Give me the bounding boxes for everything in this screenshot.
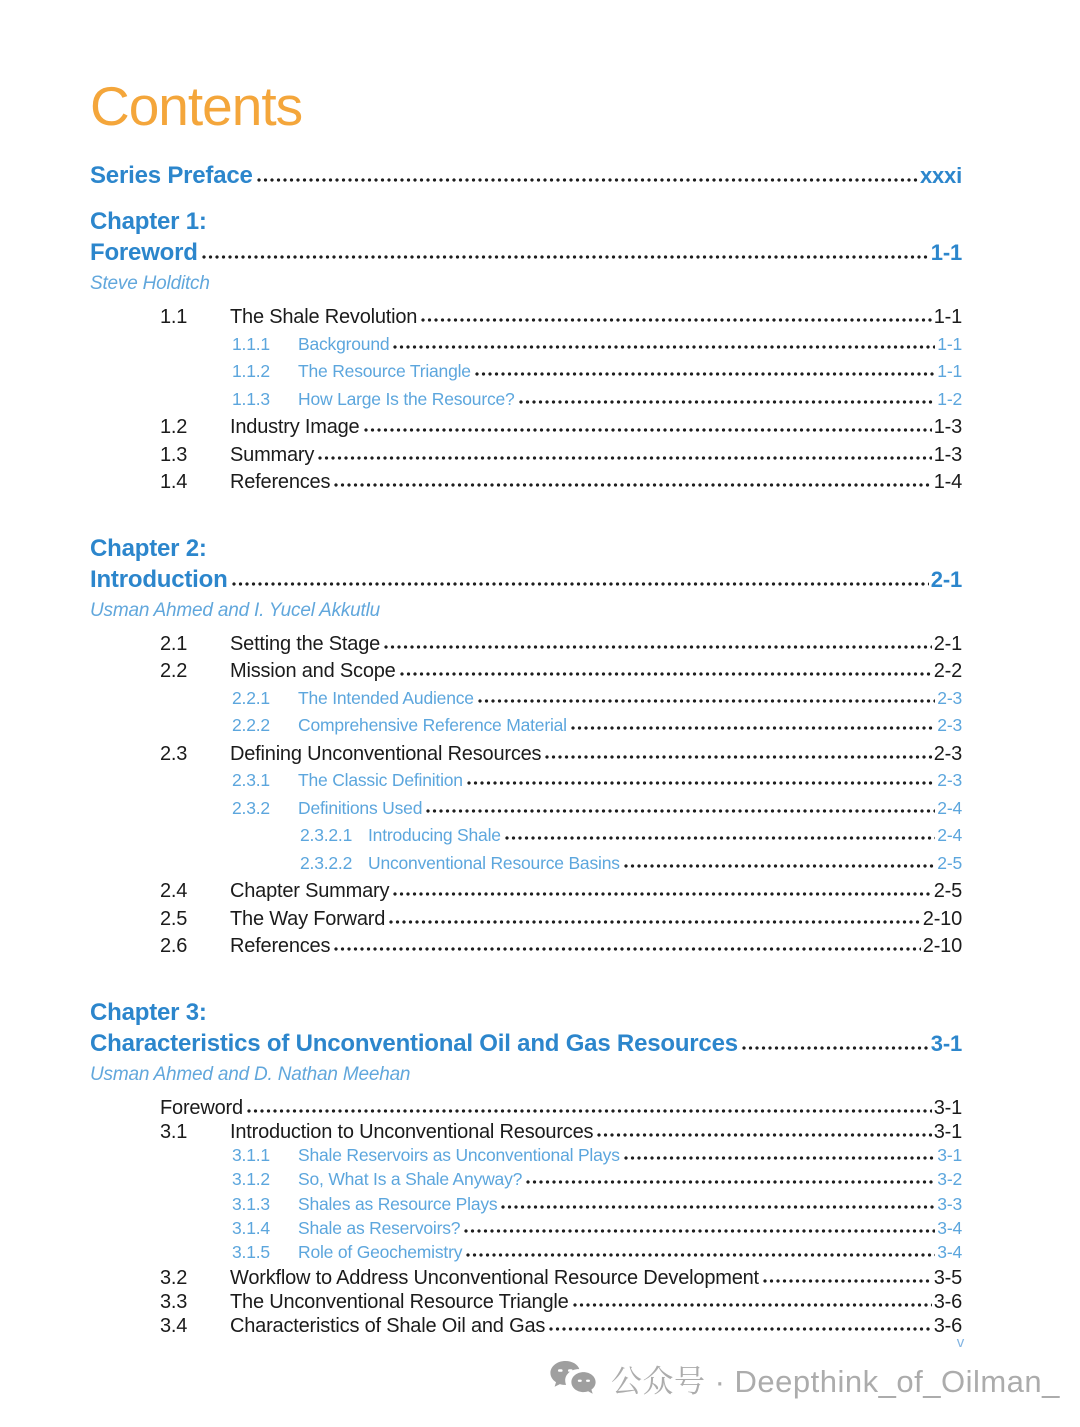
entry-number: 1.1.2 xyxy=(232,361,270,381)
entry-number: 1.4 xyxy=(160,471,188,493)
entry-title: Introducing Shale xyxy=(368,825,501,845)
front-matter-row xyxy=(90,162,962,198)
dot-leader xyxy=(334,483,931,487)
entry-number: 2.2.1 xyxy=(232,687,270,708)
entry-number: 2.4 xyxy=(160,880,188,902)
chapter-section xyxy=(90,997,962,1340)
chapter-title: Introduction xyxy=(90,565,228,593)
dot-leader xyxy=(519,400,936,404)
entry-number: 1.2 xyxy=(160,416,188,438)
entry-page: 3-4 xyxy=(937,1242,962,1263)
dot-leader xyxy=(334,947,920,951)
toc-entry xyxy=(90,1097,962,1121)
entry-page: 2-5 xyxy=(937,852,962,873)
dot-leader xyxy=(426,809,935,813)
chapter-title-row xyxy=(90,1028,962,1059)
entry-number: 2.3.1 xyxy=(232,770,270,790)
entry-number: 1.3 xyxy=(160,443,188,466)
entry-title: The Shale Revolution xyxy=(230,306,418,328)
entry-page: 2-2 xyxy=(933,660,962,682)
toc-entry xyxy=(90,853,962,881)
dot-leader xyxy=(393,892,931,896)
dot-leader xyxy=(505,836,935,840)
toc-entry xyxy=(90,1315,962,1339)
entry-number: 2.3.2.1 xyxy=(300,825,353,845)
toc-entry xyxy=(90,743,962,771)
wechat-icon xyxy=(548,1359,598,1399)
entry-title: Role of Geochemistry xyxy=(298,1242,463,1263)
entry-number: 1.1.3 xyxy=(232,388,270,409)
chapter-entries xyxy=(90,306,962,499)
entry-page: 3-6 xyxy=(933,1290,962,1313)
dot-leader xyxy=(393,345,935,349)
toc-entry xyxy=(90,798,962,826)
entry-title: So, What Is a Shale Anyway? xyxy=(298,1169,523,1190)
entry-number: 3.3 xyxy=(160,1290,188,1313)
dot-leader xyxy=(318,456,932,460)
entry-page: 2-3 xyxy=(937,770,962,790)
toc-entry xyxy=(90,1242,962,1266)
dot-leader xyxy=(763,1279,932,1283)
dot-leader xyxy=(400,672,932,676)
toc-entry xyxy=(90,880,962,908)
entry-page: 1-2 xyxy=(937,388,962,409)
entry-page: 1-1 xyxy=(937,333,962,354)
toc-entry xyxy=(90,1267,962,1291)
chapter-page: 2-1 xyxy=(930,566,962,592)
entry-page: 1-3 xyxy=(933,443,962,466)
entry-number: 3.1.3 xyxy=(232,1193,270,1214)
dot-leader xyxy=(464,1229,935,1233)
entry-title: Comprehensive Reference Material xyxy=(298,715,567,735)
entry-title: The Classic Definition xyxy=(298,770,463,790)
entry-title: The Way Forward xyxy=(230,907,386,930)
watermark-text: 公众号 · Deepthink_of_Oilman_ xyxy=(611,1364,1060,1399)
entry-title: Characteristics of Shale Oil and Gas xyxy=(230,1315,546,1338)
chapter-page: 3-1 xyxy=(930,1030,962,1056)
chapter-title-row xyxy=(90,237,962,268)
entry-number: 3.1 xyxy=(160,1120,188,1143)
toc-entry xyxy=(90,633,962,661)
dot-leader xyxy=(478,699,935,703)
entry-title: How Large Is the Resource? xyxy=(298,388,515,409)
toc-entry xyxy=(90,1194,962,1218)
entry-title: Unconventional Resource Basins xyxy=(368,852,620,873)
entry-title: The Unconventional Resource Triangle xyxy=(230,1290,569,1313)
chapter-title: Characteristics of Unconventional Oil and Gas Resources xyxy=(90,1029,738,1057)
entry-number: 2.2 xyxy=(160,660,188,682)
entry-title: Summary xyxy=(230,443,315,466)
entry-page: 3-6 xyxy=(933,1315,962,1338)
entry-page: 2-4 xyxy=(937,825,962,845)
entry-number: 3.1.4 xyxy=(232,1217,270,1238)
front-matter-label: Series Preface xyxy=(90,162,253,189)
chapter-entries xyxy=(90,633,962,963)
toc-entry xyxy=(90,660,962,688)
dot-leader xyxy=(597,1133,931,1137)
dot-leader xyxy=(624,1156,936,1160)
toc-entry xyxy=(90,825,962,853)
toc-entry xyxy=(90,908,962,936)
dot-leader xyxy=(742,1046,929,1050)
chapter-section xyxy=(90,206,962,499)
dot-leader xyxy=(573,1303,932,1307)
entry-number: 3.4 xyxy=(160,1315,188,1338)
entry-title: References xyxy=(230,935,331,957)
entry-page: 1-1 xyxy=(937,361,962,381)
page-number: v xyxy=(956,1334,964,1351)
dot-leader xyxy=(421,318,931,322)
toc-entry xyxy=(90,688,962,716)
entry-page: 1-3 xyxy=(933,416,962,438)
entry-page: 1-1 xyxy=(933,306,962,328)
entry-number: 2.3 xyxy=(160,742,188,765)
toc-entry xyxy=(90,1291,962,1315)
entry-number: 2.2.2 xyxy=(232,715,270,735)
toc-entry xyxy=(90,361,962,389)
chapter-authors: Usman Ahmed and D. Nathan Meehan xyxy=(90,1063,411,1085)
entry-page: 3-1 xyxy=(937,1145,962,1166)
entry-number: 1.1.1 xyxy=(232,333,270,354)
entry-title: Foreword xyxy=(160,1096,243,1119)
entry-title: Setting the Stage xyxy=(230,632,381,655)
dot-leader xyxy=(232,582,929,586)
entry-title: Defining Unconventional Resources xyxy=(230,742,542,765)
entry-number: 2.6 xyxy=(160,935,188,957)
dot-leader xyxy=(571,726,935,730)
chapter-heading: Chapter 3: xyxy=(90,998,207,1026)
dot-leader xyxy=(549,1327,932,1331)
entry-title: Shales as Resource Plays xyxy=(298,1193,498,1214)
chapter-title-row xyxy=(90,564,962,595)
watermark xyxy=(548,1356,1060,1401)
chapter-section xyxy=(90,533,962,963)
entry-number: 3.1.5 xyxy=(232,1242,270,1263)
entry-title: Definitions Used xyxy=(298,797,423,818)
dot-leader xyxy=(247,1109,932,1113)
chapter-heading: Chapter 1: xyxy=(90,208,207,235)
entry-page: 2-10 xyxy=(922,935,962,957)
dot-leader xyxy=(501,1205,935,1209)
entry-number: 3.1.2 xyxy=(232,1169,270,1190)
entry-page: 1-4 xyxy=(933,471,962,493)
chapter-page: 1-1 xyxy=(930,240,962,265)
entry-title: Chapter Summary xyxy=(230,880,390,902)
entry-page: 2-3 xyxy=(933,742,962,765)
entry-title: The Resource Triangle xyxy=(298,361,471,381)
entry-page: 3-3 xyxy=(937,1193,962,1214)
entry-number: 2.3.2.2 xyxy=(300,852,353,873)
entry-page: 3-4 xyxy=(937,1217,962,1238)
entry-page: 2-1 xyxy=(933,632,962,655)
entry-title: The Intended Audience xyxy=(298,687,474,708)
toc-entry xyxy=(90,1169,962,1193)
entry-page: 2-5 xyxy=(933,880,962,902)
dot-leader xyxy=(545,755,931,759)
entry-page: 3-2 xyxy=(937,1169,962,1190)
dot-leader xyxy=(526,1180,935,1184)
dot-leader xyxy=(475,372,935,376)
entry-title: Introduction to Unconventional Resources xyxy=(230,1120,594,1143)
toc-entry xyxy=(90,1121,962,1145)
entry-page: 3-1 xyxy=(933,1120,962,1143)
entry-page: 3-1 xyxy=(933,1096,962,1119)
entry-page: 2-10 xyxy=(922,907,962,930)
toc-entry xyxy=(90,471,962,499)
entry-number: 2.3.2 xyxy=(232,797,270,818)
toc-entry xyxy=(90,935,962,963)
toc-entry xyxy=(90,416,962,444)
dot-leader xyxy=(257,178,918,182)
toc-entry xyxy=(90,715,962,743)
chapter-entries xyxy=(90,1097,962,1340)
toc-entry xyxy=(90,444,962,472)
dot-leader xyxy=(202,255,929,259)
page-title: Contents xyxy=(90,75,303,137)
entry-title: Workflow to Address Unconventional Resource Development xyxy=(230,1266,759,1289)
entry-number: 1.1 xyxy=(160,306,188,328)
chapter-title: Foreword xyxy=(90,239,198,266)
toc-entry xyxy=(90,334,962,362)
toc-entry xyxy=(90,306,962,334)
chapter-authors: Steve Holditch xyxy=(90,273,210,294)
chapter-authors: Usman Ahmed and I. Yucel Akkutlu xyxy=(90,599,381,621)
entry-number: 2.1 xyxy=(160,632,188,655)
dot-leader xyxy=(467,781,935,785)
entry-page: 2-3 xyxy=(937,687,962,708)
front-matter-page: xxxi xyxy=(919,163,962,188)
toc-entry xyxy=(90,389,962,417)
toc-list xyxy=(90,162,962,1339)
entry-title: Industry Image xyxy=(230,416,360,438)
dot-leader xyxy=(466,1253,935,1257)
toc-entry xyxy=(90,1145,962,1169)
dot-leader xyxy=(384,645,932,649)
entry-title: Shale as Reservoirs? xyxy=(298,1217,461,1238)
entry-title: References xyxy=(230,471,331,493)
entry-number: 3.2 xyxy=(160,1266,188,1289)
chapter-heading: Chapter 2: xyxy=(90,534,207,562)
entry-page: 2-3 xyxy=(937,715,962,735)
entry-title: Background xyxy=(298,333,390,354)
toc-entry xyxy=(90,1218,962,1242)
dot-leader xyxy=(624,864,936,868)
entry-title: Mission and Scope xyxy=(230,660,396,682)
entry-number: 2.5 xyxy=(160,907,188,930)
entry-title: Shale Reservoirs as Unconventional Plays xyxy=(298,1145,620,1166)
entry-page: 3-5 xyxy=(933,1266,962,1289)
dot-leader xyxy=(389,920,921,924)
entry-number: 3.1.1 xyxy=(232,1145,270,1166)
dot-leader xyxy=(364,428,932,432)
entry-page: 2-4 xyxy=(937,797,962,818)
toc-entry xyxy=(90,770,962,798)
